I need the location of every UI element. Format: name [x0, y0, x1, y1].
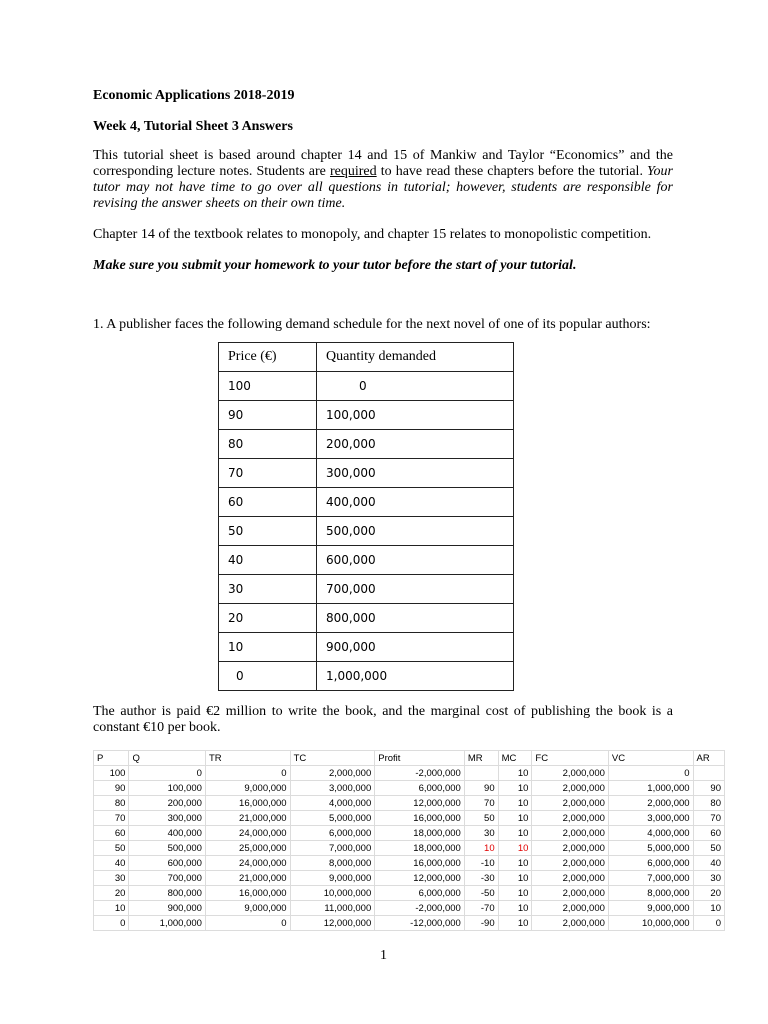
spreadsheet-cell: 21,000,000 [205, 871, 290, 886]
price-cell: 100 [219, 372, 317, 401]
demand-header-cell: Quantity demanded [317, 343, 514, 372]
page-number: 1 [380, 948, 387, 963]
spreadsheet-cell: 12,000,000 [375, 871, 465, 886]
price-cell: 10 [219, 633, 317, 662]
spreadsheet-header-cell: FC [532, 751, 608, 766]
spreadsheet-cell: -10 [464, 856, 498, 871]
spreadsheet-cell: 10 [464, 841, 498, 856]
spreadsheet-cell: 18,000,000 [375, 826, 465, 841]
spreadsheet-cell: 800,000 [129, 886, 205, 901]
spreadsheet-cell: 24,000,000 [205, 856, 290, 871]
demand-row [219, 633, 514, 662]
quantity-cell: 400,000 [317, 488, 514, 517]
spreadsheet-cell: 2,000,000 [532, 796, 608, 811]
spreadsheet-cell: 25,000,000 [205, 841, 290, 856]
spreadsheet-cell: 100,000 [129, 781, 205, 796]
price-cell: 0 [219, 662, 317, 691]
spreadsheet-cell: 11,000,000 [290, 901, 375, 916]
quantity-cell: 800,000 [317, 604, 514, 633]
spreadsheet-cell: 200,000 [129, 796, 205, 811]
spreadsheet-cell: 2,000,000 [532, 916, 608, 931]
author-cost-note: The author is paid €2 million to write the book, and the marginal cost of publishing the book is a constant €10 per book. [93, 704, 673, 735]
spreadsheet-table [93, 750, 725, 931]
document-title: Economic Applications 2018-2019 [93, 88, 295, 103]
spreadsheet-row [94, 916, 725, 931]
demand-row [219, 372, 514, 401]
spreadsheet-cell: 10,000,000 [608, 916, 693, 931]
spreadsheet-cell: 8,000,000 [290, 856, 375, 871]
spreadsheet-row [94, 826, 725, 841]
intro-italic-note: Your tutor may not have time to go over all questions in tutorial; however, students are responsible for revising the answer sheets on their own time. [93, 164, 673, 211]
spreadsheet-cell: 5,000,000 [608, 841, 693, 856]
spreadsheet-cell: 10 [498, 826, 532, 841]
spreadsheet-cell: 90 [94, 781, 129, 796]
quantity-cell: 200,000 [317, 430, 514, 459]
spreadsheet-cell: 12,000,000 [290, 916, 375, 931]
spreadsheet-header-cell: MR [464, 751, 498, 766]
spreadsheet-cell: 20 [94, 886, 129, 901]
spreadsheet-cell [693, 766, 724, 781]
spreadsheet-cell: 60 [693, 826, 724, 841]
spreadsheet-cell: 1,000,000 [608, 781, 693, 796]
spreadsheet-cell: 0 [94, 916, 129, 931]
spreadsheet-cell: 70 [464, 796, 498, 811]
spreadsheet-cell: 5,000,000 [290, 811, 375, 826]
spreadsheet-cell: -50 [464, 886, 498, 901]
spreadsheet-cell: 400,000 [129, 826, 205, 841]
spreadsheet-cell: 16,000,000 [205, 886, 290, 901]
price-cell: 40 [219, 546, 317, 575]
demand-row [219, 604, 514, 633]
spreadsheet-cell: -90 [464, 916, 498, 931]
spreadsheet-cell: 9,000,000 [608, 901, 693, 916]
spreadsheet-cell: 10,000,000 [290, 886, 375, 901]
spreadsheet-header-cell: TC [290, 751, 375, 766]
spreadsheet-cell: 40 [693, 856, 724, 871]
spreadsheet-cell: -2,000,000 [375, 901, 465, 916]
spreadsheet-cell: 4,000,000 [608, 826, 693, 841]
spreadsheet-cell: 10 [498, 796, 532, 811]
spreadsheet-cell: 2,000,000 [532, 841, 608, 856]
spreadsheet-cell: 2,000,000 [532, 886, 608, 901]
spreadsheet-cell: 6,000,000 [608, 856, 693, 871]
intro-paragraph [93, 148, 673, 212]
spreadsheet-cell: 100 [94, 766, 129, 781]
spreadsheet-cell: 50 [464, 811, 498, 826]
spreadsheet-cell: 6,000,000 [375, 886, 465, 901]
spreadsheet-cell: 2,000,000 [532, 826, 608, 841]
spreadsheet-header-cell: VC [608, 751, 693, 766]
spreadsheet-cell: 10 [498, 781, 532, 796]
spreadsheet-cell: 21,000,000 [205, 811, 290, 826]
demand-row [219, 430, 514, 459]
spreadsheet-cell: 40 [94, 856, 129, 871]
spreadsheet-cell: 70 [94, 811, 129, 826]
demand-header-row [219, 343, 514, 372]
spreadsheet-cell: 70 [693, 811, 724, 826]
spreadsheet-cell: 16,000,000 [375, 811, 465, 826]
spreadsheet-row [94, 781, 725, 796]
spreadsheet-cell: 9,000,000 [205, 901, 290, 916]
spreadsheet-cell: 300,000 [129, 811, 205, 826]
spreadsheet-header-cell: P [94, 751, 129, 766]
quantity-cell: 700,000 [317, 575, 514, 604]
spreadsheet-cell: 30 [94, 871, 129, 886]
spreadsheet-cell: 2,000,000 [532, 856, 608, 871]
demand-row [219, 517, 514, 546]
spreadsheet-cell: 60 [94, 826, 129, 841]
intro-text-1: This tutorial sheet is based around chapter 14 and 15 of Mankiw and Taylor “Economics” and the corresponding lecture notes. Students are [93, 148, 673, 179]
spreadsheet-cell: -2,000,000 [375, 766, 465, 781]
chapter-note: Chapter 14 of the textbook relates to monopoly, and chapter 15 relates to monopolistic competition. [93, 227, 652, 242]
spreadsheet-cell: 600,000 [129, 856, 205, 871]
spreadsheet-cell: 10 [498, 766, 532, 781]
spreadsheet-cell: 10 [498, 916, 532, 931]
spreadsheet-cell: -30 [464, 871, 498, 886]
spreadsheet-cell: 0 [608, 766, 693, 781]
quantity-cell: 900,000 [317, 633, 514, 662]
spreadsheet-cell: 9,000,000 [205, 781, 290, 796]
price-cell: 30 [219, 575, 317, 604]
spreadsheet-row [94, 901, 725, 916]
spreadsheet-header-cell: Q [129, 751, 205, 766]
quantity-cell: 1,000,000 [317, 662, 514, 691]
spreadsheet-cell: 10 [498, 901, 532, 916]
spreadsheet-cell: 90 [464, 781, 498, 796]
spreadsheet-header-cell: MC [498, 751, 532, 766]
spreadsheet-cell: 6,000,000 [290, 826, 375, 841]
spreadsheet-cell: 16,000,000 [205, 796, 290, 811]
spreadsheet-cell: 80 [94, 796, 129, 811]
price-cell: 50 [219, 517, 317, 546]
spreadsheet-cell: 30 [464, 826, 498, 841]
spreadsheet-header-cell: AR [693, 751, 724, 766]
spreadsheet-header-cell: Profit [375, 751, 465, 766]
spreadsheet-row [94, 811, 725, 826]
spreadsheet-row [94, 841, 725, 856]
intro-required: required [329, 164, 377, 179]
spreadsheet-cell: 2,000,000 [532, 811, 608, 826]
demand-row [219, 488, 514, 517]
spreadsheet-cell: 50 [693, 841, 724, 856]
intro-text-2: to have read these chapters before the tutorial. [376, 164, 648, 179]
price-cell: 70 [219, 459, 317, 488]
quantity-cell: 0 [317, 372, 514, 401]
price-cell: 60 [219, 488, 317, 517]
spreadsheet-row [94, 886, 725, 901]
demand-row [219, 459, 514, 488]
spreadsheet-cell: 3,000,000 [608, 811, 693, 826]
spreadsheet-cell: 10 [498, 886, 532, 901]
spreadsheet-cell: 4,000,000 [290, 796, 375, 811]
spreadsheet-cell: 12,000,000 [375, 796, 465, 811]
spreadsheet-cell: 10 [498, 856, 532, 871]
demand-schedule-table [218, 342, 514, 691]
demand-header-cell: Price (€) [219, 343, 317, 372]
spreadsheet-cell: 2,000,000 [532, 901, 608, 916]
spreadsheet-cell: 0 [205, 916, 290, 931]
spreadsheet-row [94, 856, 725, 871]
spreadsheet-header-cell: TR [205, 751, 290, 766]
spreadsheet-cell: 6,000,000 [375, 781, 465, 796]
quantity-cell: 500,000 [317, 517, 514, 546]
spreadsheet-cell: 90 [693, 781, 724, 796]
spreadsheet-row [94, 796, 725, 811]
price-cell: 80 [219, 430, 317, 459]
spreadsheet-cell: 10 [498, 871, 532, 886]
spreadsheet-cell: 10 [94, 901, 129, 916]
document-subtitle: Week 4, Tutorial Sheet 3 Answers [93, 119, 293, 134]
spreadsheet-row [94, 871, 725, 886]
spreadsheet-cell: 16,000,000 [375, 856, 465, 871]
spreadsheet-cell: 900,000 [129, 901, 205, 916]
spreadsheet-cell: 18,000,000 [375, 841, 465, 856]
spreadsheet-cell: 24,000,000 [205, 826, 290, 841]
quantity-cell: 100,000 [317, 401, 514, 430]
spreadsheet-cell: 2,000,000 [290, 766, 375, 781]
spreadsheet-cell: 7,000,000 [608, 871, 693, 886]
spreadsheet-cell: 30 [693, 871, 724, 886]
spreadsheet-cell: 2,000,000 [532, 871, 608, 886]
spreadsheet-cell: 1,000,000 [129, 916, 205, 931]
demand-row [219, 662, 514, 691]
question-1: 1. A publisher faces the following demand schedule for the next novel of one of its popular authors: [93, 317, 651, 332]
spreadsheet-cell: 7,000,000 [290, 841, 375, 856]
quantity-cell: 300,000 [317, 459, 514, 488]
spreadsheet-cell: 3,000,000 [290, 781, 375, 796]
spreadsheet-cell: -12,000,000 [375, 916, 465, 931]
spreadsheet-cell: -70 [464, 901, 498, 916]
spreadsheet-cell: 0 [129, 766, 205, 781]
spreadsheet-row [94, 766, 725, 781]
spreadsheet-cell: 20 [693, 886, 724, 901]
spreadsheet-cell: 10 [498, 811, 532, 826]
quantity-cell: 600,000 [317, 546, 514, 575]
spreadsheet-cell: 0 [205, 766, 290, 781]
spreadsheet-cell: 50 [94, 841, 129, 856]
spreadsheet-cell: 2,000,000 [608, 796, 693, 811]
homework-note: Make sure you submit your homework to your tutor before the start of your tutorial. [93, 258, 577, 273]
spreadsheet-cell: 10 [693, 901, 724, 916]
spreadsheet-cell: 9,000,000 [290, 871, 375, 886]
spreadsheet-cell: 0 [693, 916, 724, 931]
demand-row [219, 575, 514, 604]
demand-row [219, 546, 514, 575]
spreadsheet-cell [464, 766, 498, 781]
spreadsheet-cell: 80 [693, 796, 724, 811]
spreadsheet-cell: 10 [498, 841, 532, 856]
price-cell: 20 [219, 604, 317, 633]
spreadsheet-header-row [94, 751, 725, 766]
spreadsheet-cell: 2,000,000 [532, 781, 608, 796]
spreadsheet-cell: 700,000 [129, 871, 205, 886]
spreadsheet-cell: 500,000 [129, 841, 205, 856]
demand-row [219, 401, 514, 430]
spreadsheet-cell: 2,000,000 [532, 766, 608, 781]
spreadsheet-cell: 8,000,000 [608, 886, 693, 901]
price-cell: 90 [219, 401, 317, 430]
